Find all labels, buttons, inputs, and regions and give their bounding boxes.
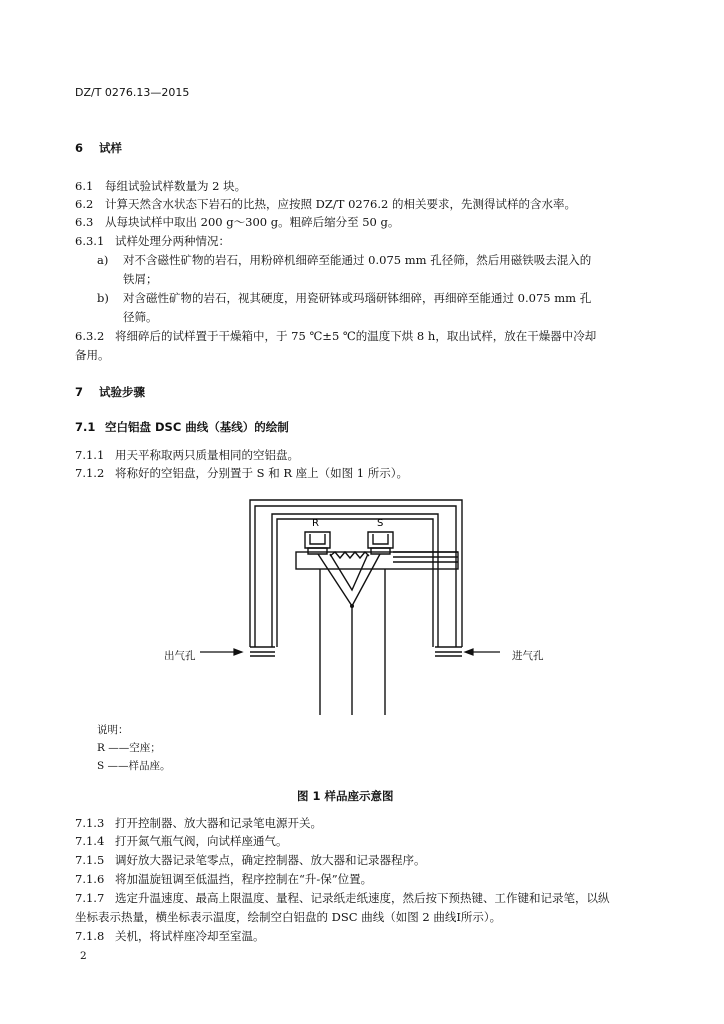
- clause-text: 关机，将试样座冷却至室温。: [115, 929, 265, 943]
- lead-wires: [320, 569, 385, 715]
- clause-number: 6.3.2: [75, 329, 105, 343]
- clause-number: 6.3.1: [75, 234, 105, 248]
- outlet-label: 出气孔: [164, 650, 196, 662]
- note-s: S ——样品座。: [97, 760, 171, 772]
- clause-6-1: [75, 176, 246, 196]
- item-b-cont: 径筛。: [123, 310, 158, 324]
- clause-6-2: [75, 194, 576, 214]
- clause-number: 7.1.3: [75, 816, 105, 830]
- item-b: [97, 288, 591, 308]
- clause-6-3: [75, 212, 399, 232]
- clause-number: 6.2: [75, 197, 94, 211]
- clause-6-3-2-cont: 备用。: [75, 348, 110, 362]
- item-a: [97, 250, 591, 270]
- item-label: b): [97, 291, 109, 305]
- item-label: a): [97, 253, 109, 267]
- document-header: DZ/T 0276.13—2015: [75, 86, 190, 99]
- item-text: 对含磁性矿物的岩石，视其硬度，用瓷研钵或玛瑙研钵细碎，再细碎至能通过 0.075 mm 孔: [123, 291, 592, 305]
- outlet-arrow-icon: [234, 649, 242, 655]
- subsection-title: 空白铝盘 DSC 曲线（基线）的绘制: [105, 420, 289, 434]
- inner-chamber: [272, 514, 438, 647]
- clause-7-1-1: [75, 445, 299, 465]
- section-7-heading: [75, 384, 145, 400]
- subsection-7-1-heading: [75, 419, 289, 435]
- clause-text: 用天平称取两只质量相同的空铝盘。: [115, 448, 299, 462]
- clause-number: 7.1.6: [75, 872, 105, 886]
- clause-text: 计算天然含水状态下岩石的比热，应按照 DZ/T 0276.2 的相关要求，先测得试样的含水率。: [105, 197, 576, 211]
- sample-holder-diagram: [180, 490, 530, 715]
- note-r: R ——空座；: [97, 742, 161, 754]
- section-6-heading: [75, 140, 122, 156]
- clause-number: 7.1.1: [75, 448, 105, 462]
- clause-7-1-6: [75, 869, 372, 889]
- section-number: 7: [75, 385, 84, 399]
- clause-text: 将加温旋钮调至低温挡，程序控制在“升-保”位置。: [115, 872, 373, 886]
- section-number: 6: [75, 141, 84, 155]
- section-title: 试样: [99, 141, 123, 155]
- clause-number: 7.1.2: [75, 466, 105, 480]
- label-s: S: [377, 518, 384, 529]
- notes-title: 说明：: [97, 724, 129, 736]
- inlet-arrow-icon: [465, 649, 473, 655]
- thermocouple: [318, 554, 380, 606]
- clause-7-1-7-cont: 坐标表示热量，横坐标表示温度，绘制空白铝盘的 DSC 曲线（如图 2 曲线Ⅰ所示）。: [75, 910, 502, 924]
- item-text: 对不含磁性矿物的岩石，用粉碎机细碎至能通过 0.075 mm 孔径筛，然后用磁铁吸去混入的: [123, 253, 592, 267]
- s-sample-holder: [368, 532, 393, 548]
- clause-text: 将细碎后的试样置于干燥箱中，于 75 ℃±5 ℃的温度下烘 8 h，取出试样，放在干燥器中冷却: [115, 329, 597, 343]
- clause-text: 将称好的空铝盘，分别置于 S 和 R 座上（如图 1 所示）。: [115, 466, 409, 480]
- outer-chamber: [250, 500, 462, 647]
- r-sample-holder: [305, 532, 330, 548]
- clause-7-1-2: [75, 463, 408, 483]
- figure-caption: 图 1 样品座示意图: [297, 789, 394, 803]
- clause-7-1-4: [75, 831, 288, 851]
- clause-number: 7.1.8: [75, 929, 105, 943]
- section-title: 试验步骤: [99, 385, 146, 399]
- heater-coil: [330, 552, 369, 558]
- clause-text: 选定升温速度、最高上限温度、量程、记录纸走纸速度，然后按下预热键、工作键和记录笔，以纵: [115, 891, 610, 905]
- clause-text: 试样处理分两种情况：: [115, 234, 230, 248]
- junction-point: [350, 604, 354, 608]
- clause-text: 每组试验试样数量为 2 块。: [105, 179, 247, 193]
- inlet-label: 进气孔: [512, 650, 544, 662]
- subsection-number: 7.1: [75, 420, 96, 434]
- clause-number: 7.1.4: [75, 834, 105, 848]
- clause-7-1-3: [75, 813, 322, 833]
- clause-text: 调好放大器记录笔零点，确定控制器、放大器和记录器程序。: [115, 853, 426, 867]
- clause-7-1-7: [75, 888, 610, 908]
- clause-number: 7.1.7: [75, 891, 105, 905]
- outlet-pipe: [250, 647, 275, 656]
- clause-number: 6.3: [75, 215, 94, 229]
- page-number: 2: [80, 950, 87, 962]
- clause-text: 打开氮气瓶气阀，向试样座通气。: [115, 834, 288, 848]
- clause-number: 7.1.5: [75, 853, 105, 867]
- item-a-cont: 铁屑；: [123, 272, 158, 286]
- clause-7-1-5: [75, 850, 426, 870]
- label-r: R: [312, 518, 319, 529]
- clause-text: 从每块试样中取出 200 g～300 g。粗碎后缩分至 50 g。: [105, 215, 400, 229]
- clause-number: 6.1: [75, 179, 94, 193]
- inlet-pipe: [435, 647, 462, 656]
- clause-text: 打开控制器、放大器和记录笔电源开关。: [115, 816, 322, 830]
- clause-6-3-2: [75, 326, 596, 346]
- clause-6-3-1: [75, 231, 230, 251]
- clause-7-1-8: [75, 926, 265, 946]
